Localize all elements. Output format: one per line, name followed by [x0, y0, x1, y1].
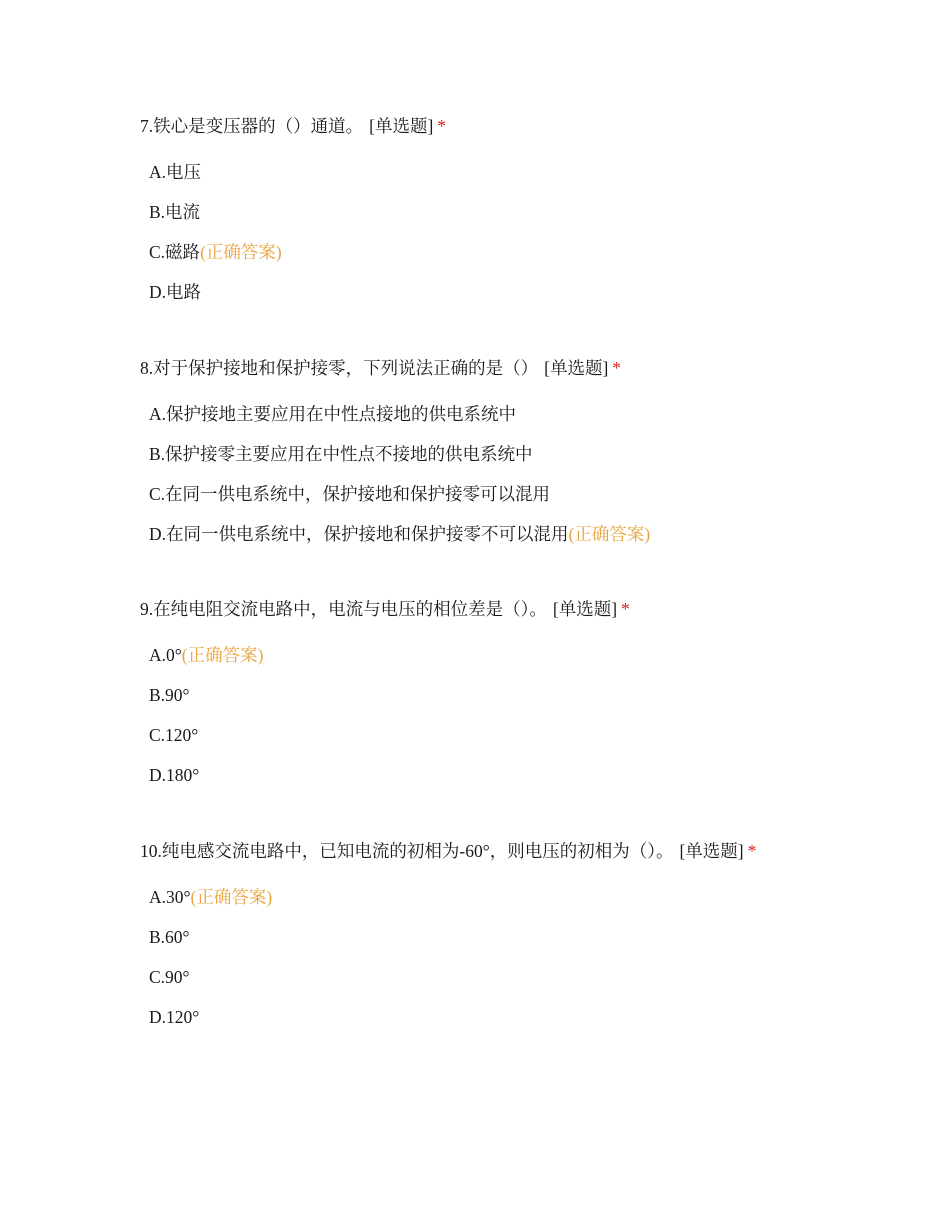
required-mark: *	[612, 358, 622, 378]
question-text: 10.纯电感交流电路中，已知电流的初相为-60°，则电压的初相为（）。	[140, 841, 674, 861]
option-text: D.120°	[149, 1007, 200, 1027]
option-list	[140, 643, 900, 787]
option-text: B.电流	[149, 202, 201, 222]
option-b[interactable]	[149, 683, 900, 707]
correct-answer-label: (正确答案)	[200, 242, 282, 262]
question-8	[140, 356, 900, 562]
option-c[interactable]	[149, 240, 900, 264]
option-a[interactable]	[149, 643, 900, 667]
option-a[interactable]	[149, 885, 900, 909]
option-c[interactable]	[149, 965, 900, 989]
option-list	[140, 160, 900, 304]
question-text: 8.对于保护接地和保护接零，下列说法正确的是（）	[140, 358, 539, 378]
option-text: D.电路	[149, 282, 202, 302]
question-title	[140, 597, 900, 621]
option-d[interactable]	[149, 1005, 900, 1029]
option-d[interactable]	[149, 763, 900, 787]
option-list	[140, 885, 900, 1029]
question-9	[140, 597, 900, 803]
option-list	[140, 402, 900, 546]
option-c[interactable]	[149, 723, 900, 747]
option-text: C.磁路	[149, 242, 201, 262]
correct-answer-label: (正确答案)	[190, 887, 273, 907]
required-mark: *	[437, 116, 447, 136]
option-text: B.60°	[149, 927, 190, 947]
option-c[interactable]	[149, 482, 900, 506]
option-b[interactable]	[149, 925, 900, 949]
correct-answer-label: (正确答案)	[181, 645, 264, 665]
option-text: A.保护接地主要应用在中性点接地的供电系统中	[149, 404, 517, 424]
option-text: C.90°	[149, 967, 190, 987]
question-title	[140, 356, 900, 380]
correct-answer-label: (正确答案)	[568, 524, 651, 544]
option-text: A.30°	[149, 887, 191, 907]
required-mark: *	[747, 841, 757, 861]
option-a[interactable]	[149, 160, 900, 184]
option-a[interactable]	[149, 402, 900, 426]
option-b[interactable]	[149, 442, 900, 466]
option-text: C.120°	[149, 725, 199, 745]
option-text: D.180°	[149, 765, 200, 785]
option-text: A.电压	[149, 162, 202, 182]
option-d[interactable]	[149, 280, 900, 304]
option-text: A.0°	[149, 645, 182, 665]
question-type-label: [单选题]	[544, 358, 609, 378]
option-d[interactable]	[149, 522, 900, 546]
question-type-label: [单选题]	[552, 599, 618, 619]
question-7	[140, 114, 900, 320]
question-type-label: [单选题]	[679, 841, 744, 861]
question-type-label: [单选题]	[369, 116, 434, 136]
option-text: B.保护接零主要应用在中性点不接地的供电系统中	[149, 444, 533, 464]
question-10	[140, 839, 900, 1045]
option-text: D.在同一供电系统中，保护接地和保护接零不可以混用	[149, 524, 569, 544]
required-mark: *	[621, 599, 630, 619]
question-title	[140, 839, 900, 863]
option-text: B.90°	[149, 685, 190, 705]
question-text: 9.在纯电阻交流电路中，电流与电压的相位差是（）。	[140, 599, 547, 619]
question-text: 7.铁心是变压器的（）通道。	[140, 116, 364, 136]
option-text: C.在同一供电系统中，保护接地和保护接零可以混用	[149, 484, 551, 504]
question-title	[140, 114, 900, 138]
option-b[interactable]	[149, 200, 900, 224]
